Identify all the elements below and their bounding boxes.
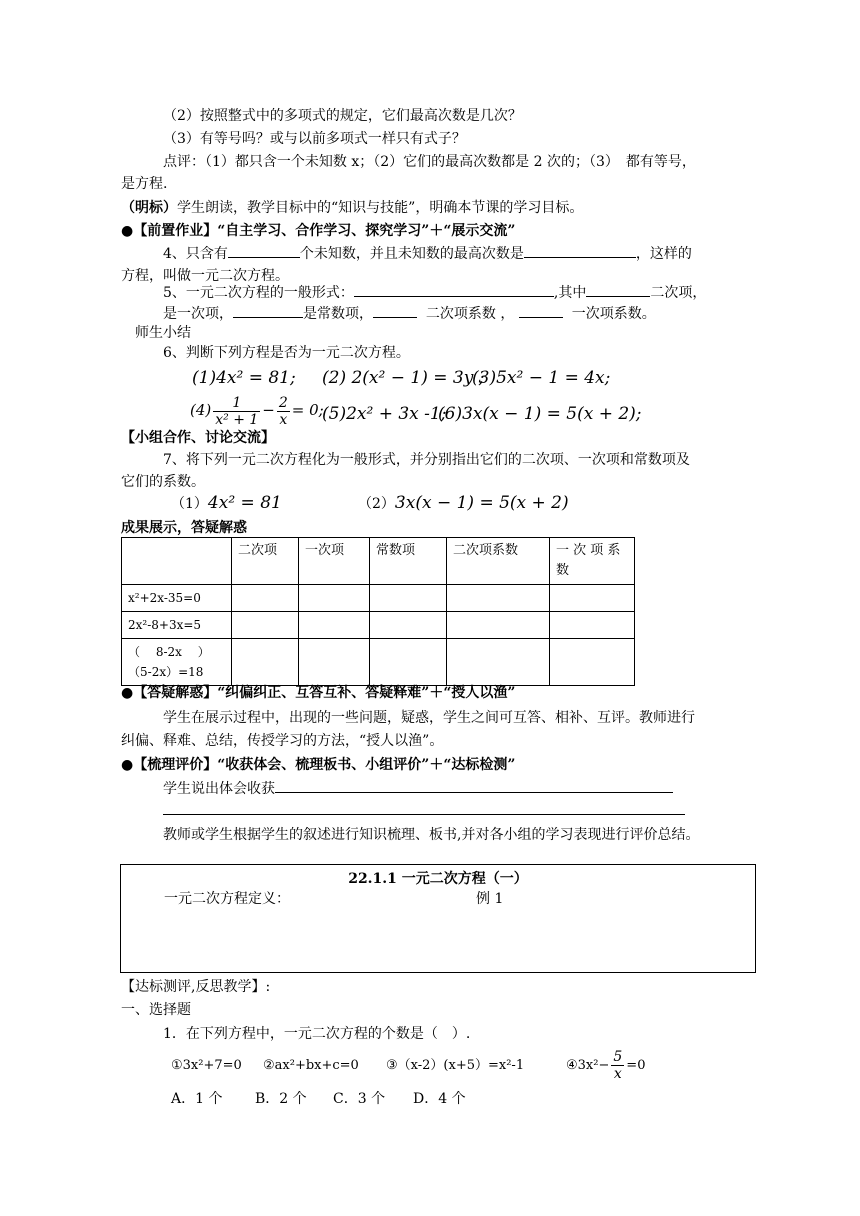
review-heading <box>121 755 515 775</box>
group-cooperation-heading: 【小组合作、讨论交流】 <box>121 430 275 446</box>
goal-text: 学生朗读，教学目标中的“知识与技能”，明确本节课的学习目标。 <box>177 200 584 216</box>
table-row <box>122 639 635 686</box>
item-5-text-g: 一次项系数。 <box>571 306 656 322</box>
example-1-label: （1） <box>171 496 208 512</box>
item-4-text-b: 个未知数，并且未知数的最高次数是 <box>299 246 524 262</box>
table-header-cell <box>122 538 232 585</box>
board-title: 22.1.1 一元二次方程（一） <box>348 871 528 887</box>
table-cell[interactable] <box>232 612 299 639</box>
table-cell-equation: 2x²-8+3x=5 <box>122 612 232 639</box>
table-cell[interactable] <box>447 639 550 686</box>
option-1: ①3x²+7=0 <box>171 1058 242 1073</box>
equation-6: (6)3x(x − 1) = 5(x + 2); <box>438 404 642 424</box>
teacher-student-summary: 师生小结 <box>135 325 191 341</box>
example-2 <box>358 493 569 514</box>
comment-line-2: 是方程. <box>121 176 168 192</box>
blank-quadratic-term[interactable] <box>586 282 650 297</box>
table-header-cell: 常数项 <box>370 538 447 585</box>
table-cell-equation: x²+2x-35=0 <box>122 585 232 612</box>
item-5-line-2 <box>163 303 656 324</box>
board-example: 例 1 <box>476 891 504 907</box>
item-5-text-a: 5、一元二次方程的一般形式： <box>163 285 354 301</box>
question-3: （3）有等号吗？或与以前多项式一样只有式子？ <box>163 131 466 147</box>
table-header-cell: 二次项系数 <box>447 538 550 585</box>
review-title: 【梳理评价】“收获体会、梳理板书、小组评价”＋“达标检测” <box>133 757 516 773</box>
equation-1: (1)4x² = 81; <box>192 368 296 388</box>
blank-general-form[interactable] <box>354 282 554 297</box>
table-cell[interactable] <box>550 585 635 612</box>
table-cell[interactable] <box>370 639 447 686</box>
table-row <box>122 585 635 612</box>
option-3: ③（x-2）(x+5）=x²-1 <box>386 1058 525 1073</box>
eq4-denominator-1: x² + 1 <box>215 411 259 428</box>
review-line-1 <box>163 778 673 799</box>
item-4-line-2: 方程，叫做一元二次方程。 <box>121 268 289 284</box>
goal-line <box>121 198 583 218</box>
table-header-cell: 一 次 项 系 数 <box>550 538 635 585</box>
blank-unknown-count[interactable] <box>228 243 300 258</box>
coefficient-table <box>121 537 635 686</box>
blank-quadratic-coef[interactable] <box>373 303 417 318</box>
blackboard-box <box>120 864 756 973</box>
table-cell[interactable] <box>447 612 550 639</box>
item-4-text-a: 4、只含有 <box>163 246 228 262</box>
item-5-text-e: 是常数项， <box>303 306 373 322</box>
blank-constant-term[interactable] <box>233 303 303 318</box>
doubt-heading <box>121 683 515 703</box>
doubt-line-1: 学生在展示过程中，出现的一些问题，疑惑，学生之间可互答、相补、互评。教师进行 <box>163 710 695 726</box>
answer-choice-b[interactable]: B．2 个 <box>255 1091 307 1107</box>
option-4 <box>566 1046 645 1086</box>
review-text: 学生说出体会收获 <box>163 781 275 797</box>
item-5-text-b: ,其中 <box>553 285 587 301</box>
pre-homework-title: 【前置作业】“自主学习、合作学习、探究学习”＋“展示交流” <box>133 223 516 239</box>
option-4-text-a: ④3x²− <box>566 1058 610 1073</box>
option-4-numerator: 5 <box>613 1049 623 1065</box>
bullet-icon: ● <box>121 757 134 773</box>
table-cell[interactable] <box>299 612 370 639</box>
choice-question-1: 1．在下列方程中，一元二次方程的个数是（ ）. <box>163 1026 471 1042</box>
table-cell[interactable] <box>550 612 635 639</box>
doubt-line-2: 纠偏、释难、总结，传授学习的方法，“授人以渔”。 <box>121 733 444 749</box>
doubt-title: 【答疑解惑】“纠偏纠正、互答互补、答疑释难”＋“授人以渔” <box>133 685 516 701</box>
table-cell[interactable] <box>370 612 447 639</box>
equation-5: (5)2x² + 3x -1; <box>322 404 447 424</box>
option-2: ②ax²+bx+c=0 <box>263 1058 359 1073</box>
table-header-row <box>122 538 635 585</box>
blank-harvest-1[interactable] <box>275 778 673 793</box>
item-4-line-1 <box>163 243 692 264</box>
table-header-cell: 一次项 <box>299 538 370 585</box>
answer-choice-c[interactable]: C．3 个 <box>333 1091 386 1107</box>
table-cell[interactable] <box>299 639 370 686</box>
example-2-label: （2） <box>358 496 395 512</box>
equation-4 <box>190 392 324 428</box>
blank-linear-coef[interactable] <box>519 303 563 318</box>
table-cell[interactable] <box>370 585 447 612</box>
item-5-line-1 <box>163 282 706 303</box>
review-line-3: 教师或学生根据学生的叙述进行知识梳理、板书,并对各小组的学习表现进行评价总结。 <box>163 827 700 843</box>
item-4-text-c: ，这样的 <box>635 246 692 262</box>
blank-highest-degree[interactable] <box>524 243 636 258</box>
question-2: （2）按照整式中的多项式的规定，它们最高次数是几次？ <box>163 108 522 124</box>
blank-harvest-2[interactable] <box>163 814 685 815</box>
pre-homework-heading <box>121 221 515 241</box>
eq4-denominator-2: x <box>279 411 288 428</box>
example-1 <box>171 493 282 514</box>
item-5-text-d: 是一次项， <box>163 306 233 322</box>
bullet-icon: ● <box>121 685 134 701</box>
table-cell[interactable] <box>232 639 299 686</box>
table-cell[interactable] <box>550 639 635 686</box>
board-definition: 一元二次方程定义： <box>164 891 290 907</box>
item-6: 6、判断下列方程是否为一元二次方程。 <box>163 345 410 361</box>
eq4-numerator-1: 1 <box>213 395 260 412</box>
table-header-cell: 二次项 <box>232 538 299 585</box>
item-7-line-1: 7、将下列一元二次方程化为一般形式，并分别指出它们的二次项、一次项和常数项及 <box>163 452 690 468</box>
item-5-text-c: 二次项， <box>650 285 707 301</box>
test-heading: 【达标测评,反思教学】: <box>121 979 271 995</box>
table-row <box>122 612 635 639</box>
table-cell[interactable] <box>299 585 370 612</box>
equation-4-label: (4) <box>190 401 212 419</box>
eq4-numerator-2: 2 <box>278 394 288 411</box>
item-5-text-f: 二次项系数 ， <box>425 306 515 322</box>
option-4-denominator: x <box>613 1066 622 1082</box>
table-cell[interactable] <box>447 585 550 612</box>
results-heading: 成果展示，答疑解惑 <box>121 520 247 536</box>
bullet-icon: ● <box>121 223 134 239</box>
example-1-math: 4x² = 81 <box>207 493 282 513</box>
section-choice: 一、选择题 <box>121 1002 191 1018</box>
goal-tag: （明标） <box>121 200 177 216</box>
eq4-minus: − <box>262 401 275 419</box>
table-cell[interactable] <box>232 585 299 612</box>
example-2-math: 3x(x − 1) = 5(x + 2) <box>394 493 569 513</box>
equation-2: (2) 2(x² − 1) = 3y ; <box>322 368 485 388</box>
option-4-text-b: =0 <box>626 1058 646 1073</box>
table-cell-equation: （ 8-2x ）（5-2x）=18 <box>122 639 232 686</box>
equation-3: (3)5x² − 1 = 4x; <box>472 368 611 388</box>
comment-line-1: 点评：（1）都只含一个未知数 x；（2）它们的最高次数都是 2 次的；（3） 都有等号， <box>163 154 696 170</box>
eq4-tail: = 0; <box>291 401 324 419</box>
answer-choice-d[interactable]: D．4 个 <box>413 1091 466 1107</box>
item-7-line-2: 它们的系数。 <box>121 474 205 490</box>
answer-choice-a[interactable]: A．1 个 <box>171 1091 223 1107</box>
